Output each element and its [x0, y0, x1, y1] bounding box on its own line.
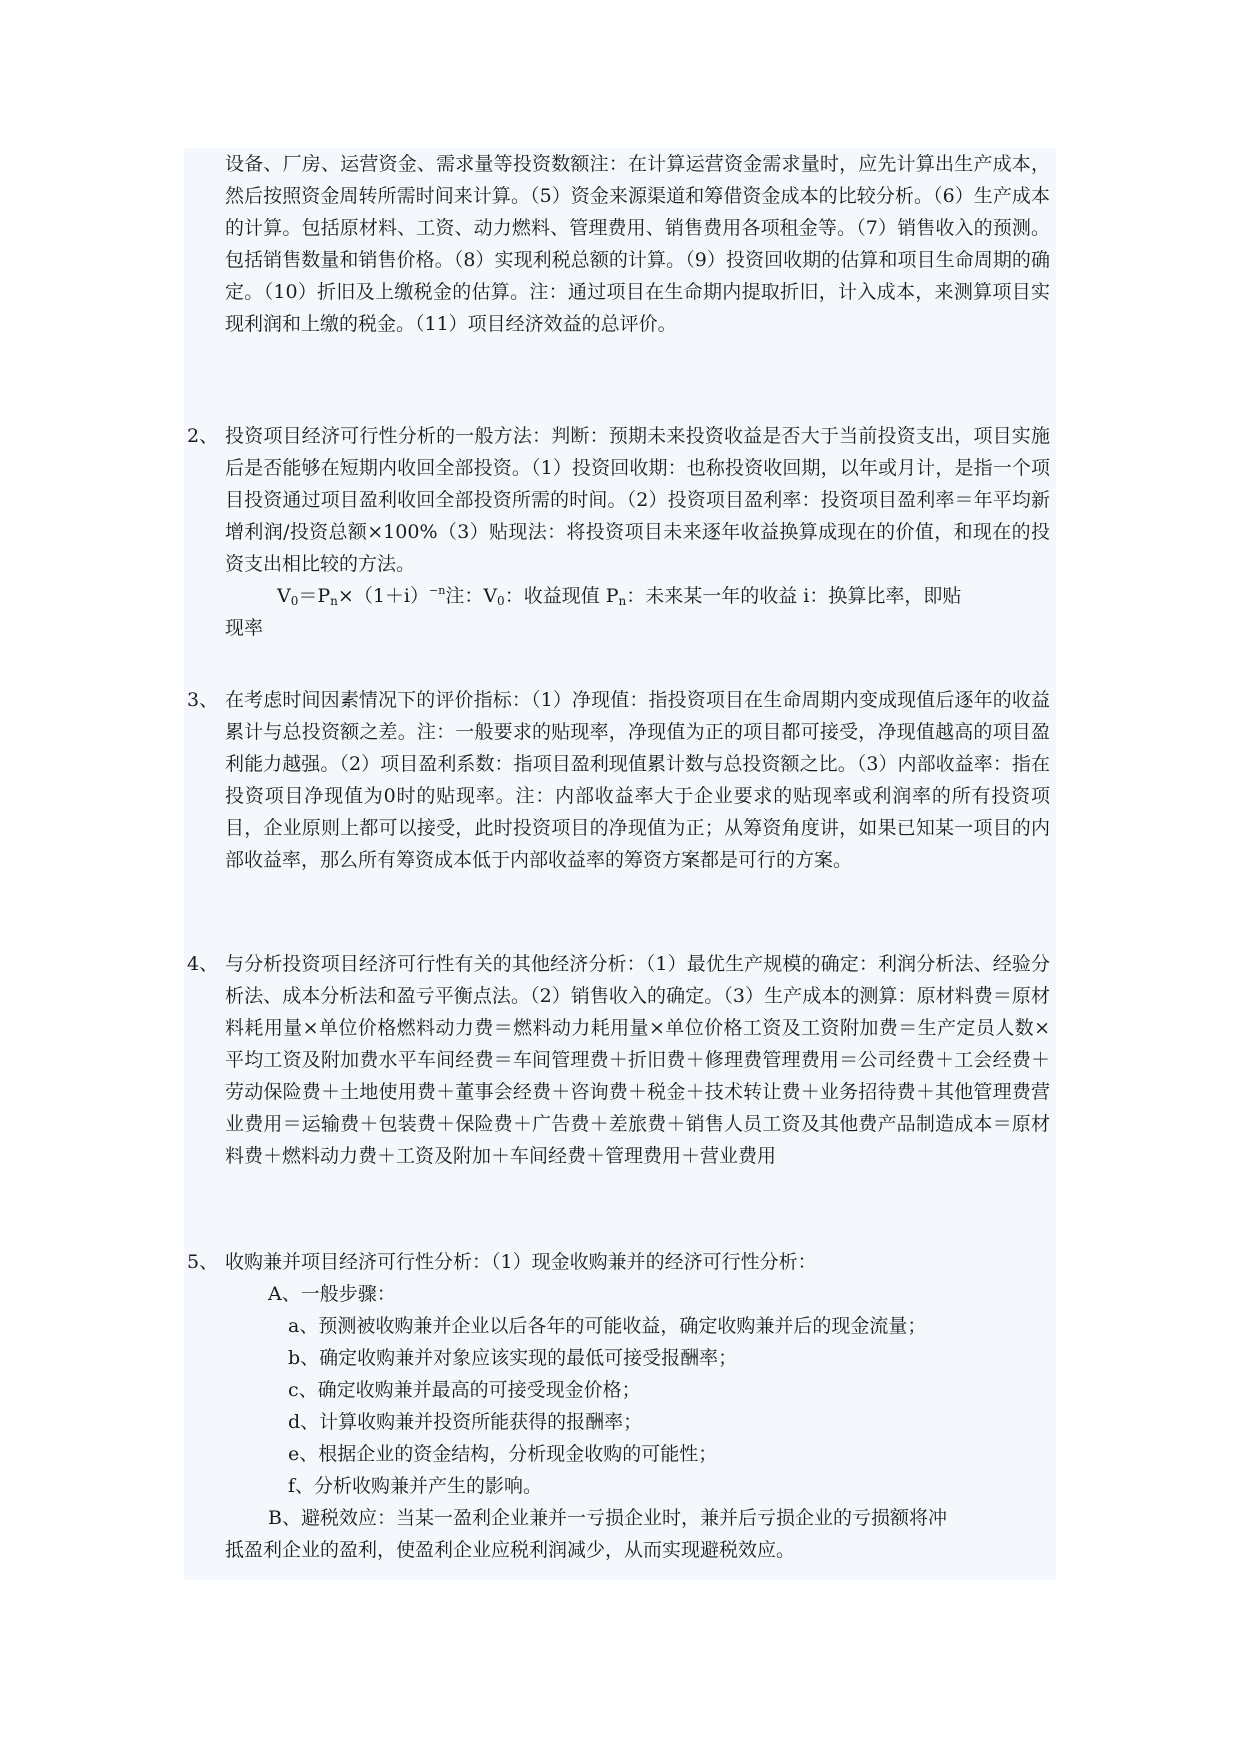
formula-note-subscript: 0 — [497, 594, 505, 608]
paragraph-2-number: 2、 — [187, 425, 219, 447]
step-d: d、计算收购兼并投资所能获得的报酬率； — [288, 1411, 643, 1433]
step-c: c、确定收购兼并最高的可接受现金价格； — [288, 1379, 641, 1401]
formula-note3: ：未来某一年的收益 i：换算比率，即贴 — [626, 585, 962, 607]
step-a: a、预测被收购兼并企业以后各年的可能收益，确定收购兼并后的现金流量； — [288, 1315, 927, 1337]
section-a-label: A、一般步骤： — [268, 1283, 396, 1305]
step-b: b、确定收购兼并对象应该实现的最低可接受报酬率； — [288, 1347, 738, 1369]
formula-v: V — [277, 585, 291, 607]
formula-note: 注：V — [445, 585, 498, 607]
paragraph-5-title: 收购兼并项目经济可行性分析：（1）现金收购兼并的经济可行性分析： — [225, 1251, 817, 1273]
section-b-line-2: 抵盈利企业的盈利，使盈利企业应税利润减少，从而实现避税效应。 — [225, 1539, 796, 1561]
section-b-line-1: B、避税效应：当某一盈利企业兼并一亏损企业时，兼并后亏损企业的亏损额将冲 — [268, 1507, 947, 1529]
step-f: f、分析收购兼并产生的影响。 — [288, 1475, 543, 1497]
paragraph-3 — [184, 684, 1056, 876]
paragraph-2-body: 投资项目经济可行性分析的一般方法：判断：预期未来投资收益是否大于当前投资支出，项目实施后是否能够在短期内收回全部投资。（1）投资回收期：也称投资收回期，以年或月计，是指一个项目投资通过项目盈利收回全部投资所需的时间。（2）投资项目盈利率：投资项目盈利率＝年平均新增利润/投资总额×100%（3）贴现法：将投资项目未来逐年收益换算成现在的价值，和现在的投资支出相比较的方法。 — [225, 425, 1050, 575]
content-area — [184, 148, 1056, 1580]
formula-exponent: −n — [429, 584, 446, 597]
formula-p-subscript: n — [330, 594, 338, 608]
formula-line — [277, 580, 961, 612]
paragraph-2 — [184, 420, 1056, 580]
formula-note2-subscript: n — [618, 594, 627, 608]
paragraph-4-body: 与分析投资项目经济可行性有关的其他经济分析：（1）最优生产规模的确定：利润分析法、经验分析法、成本分析法和盈亏平衡点法。（2）销售收入的确定。（3）生产成本的测算：原材料费＝原材料耗用量×单位价格燃料动力费＝燃料动力耗用量×单位价格工资及工资附加费＝生产定员人数×平均工资及附加费水平车间经费＝车间管理费＋折旧费＋修理费管理费用＝公司经费＋工会经费＋劳动保险费＋土地使用费＋董事会经费＋咨询费＋税金＋技术转让费＋业务招待费＋其他管理费营业费用＝运输费＋包装费＋保险费＋广告费＋差旅费＋销售人员工资及其他费产品制造成本＝原材料费＋燃料动力费＋工资及附加＋车间经费＋管理费用＋营业费用 — [225, 953, 1050, 1167]
paragraph-1-body: 设备、厂房、运营资金、需求量等投资数额注：在计算运营资金需求量时，应先计算出生产成本，然后按照资金周转所需时间来计算。（5）资金来源渠道和筹借资金成本的比较分析。（6）生产成本的计算。包括原材料、工资、动力燃料、管理费用、销售费用各项租金等。（7）销售收入的预测。包括销售数量和销售价格。（8）实现利税总额的计算。（9）投资回收期的估算和项目生命周期的确定。（10）折旧及上缴税金的估算。注：通过项目在生命期内提取折旧，计入成本，来测算项目实现利润和上缴的税金。（11）项目经济效益的总评价。 — [225, 153, 1050, 335]
paragraph-3-body: 在考虑时间因素情况下的评价指标：（1）净现值：指投资项目在生命周期内变成现值后逐年的收益累计与总投资额之差。注：一般要求的贴现率，净现值为正的项目都可接受，净现值越高的项目盈利能力越强。（2）项目盈利系数：指项目盈利现值累计数与总投资额之比。（3）内部收益率：指在投资项目净现值为0时的贴现率。注：内部收益率大于企业要求的贴现率或利润率的所有投资项目，企业原则上都可以接受，此时投资项目的净现值为正；从筹资角度讲，如果已知某一项目的内部收益率，那么所有筹资成本低于内部收益率的筹资方案都是可行的方案。 — [225, 689, 1050, 871]
formula-eq: ＝P — [298, 585, 331, 607]
paragraph-1 — [184, 148, 1056, 340]
paragraph-5 — [184, 1246, 1056, 1278]
formula-continuation: 现率 — [225, 617, 264, 639]
paragraph-4-number: 4、 — [187, 953, 219, 975]
formula-note2: ：收益现值 P — [504, 585, 619, 607]
formula-v-subscript: 0 — [290, 594, 299, 608]
step-e: e、根据企业的资金结构，分析现金收购的可能性； — [288, 1443, 718, 1465]
paragraph-5-number: 5、 — [187, 1251, 219, 1273]
formula-mid: ×（1＋i） — [337, 585, 429, 607]
paragraph-3-number: 3、 — [187, 689, 219, 711]
paragraph-4 — [184, 948, 1056, 1172]
